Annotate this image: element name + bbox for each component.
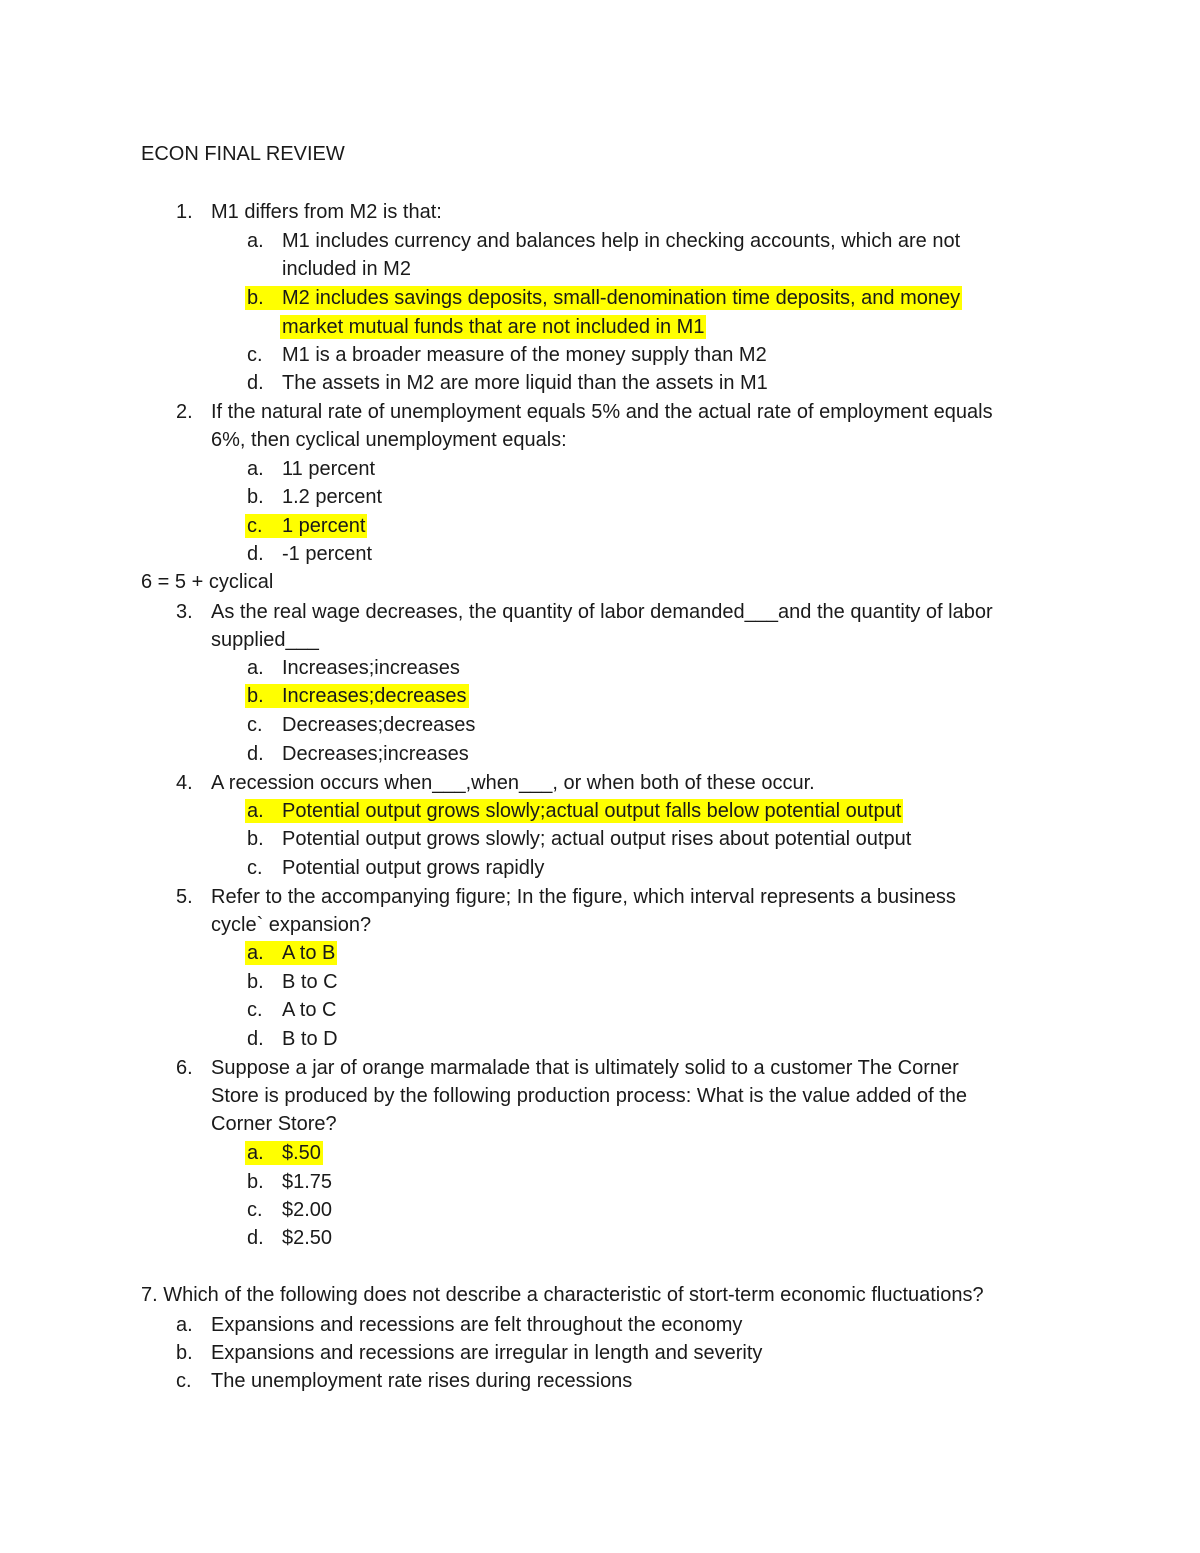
option-text: $1.75 <box>282 1171 333 1193</box>
option-text: $2.50 <box>282 1227 333 1249</box>
option-letter-highlighted: a. <box>245 799 282 823</box>
option-text: Potential output grows slowly; actual output rises about potential output <box>282 828 912 850</box>
option-text-highlighted: Increases;decreases <box>282 685 467 707</box>
option-letter: a. <box>176 1314 193 1336</box>
option-letter: d. <box>247 372 264 394</box>
handwritten-note: 6 = 5 + cyclical <box>141 571 274 593</box>
question-text: 7. Which of the following does not describe a characteristic of stort-term economic fluctuations? <box>141 1284 984 1306</box>
option-letter: d. <box>247 743 264 765</box>
option-text: The assets in M2 are more liquid than the assets in M1 <box>282 372 768 394</box>
option-letter-highlighted: b. <box>245 684 282 708</box>
option-text-highlighted: market mutual funds that are not included in M1 <box>282 316 705 338</box>
option-letter-highlighted: a. <box>245 1141 282 1165</box>
option-text: 11 percent <box>282 458 376 480</box>
option-text: -1 percent <box>282 543 373 565</box>
option-letter: c. <box>247 714 263 736</box>
question-text: As the real wage decreases, the quantity of labor demanded___and the quantity of labor <box>211 601 993 623</box>
option-letter-highlighted: c. <box>245 514 282 538</box>
option-text: Decreases;increases <box>282 743 469 765</box>
option-text: B to D <box>282 1028 338 1050</box>
option-letter: d. <box>247 1028 264 1050</box>
question-text: supplied___ <box>211 629 319 651</box>
option-text: M1 includes currency and balances help in checking accounts, which are not <box>282 230 961 252</box>
question-text: Corner Store? <box>211 1113 337 1135</box>
option-letter: b. <box>247 828 264 850</box>
option-text: Expansions and recessions are irregular in length and severity <box>211 1342 763 1364</box>
option-text-highlighted: M2 includes savings deposits, small-denomination time deposits, and money <box>282 287 961 309</box>
option-letter-highlighted: b. <box>245 286 282 310</box>
option-letter: d. <box>247 1227 264 1249</box>
option-text: B to C <box>282 971 338 993</box>
option-text: A to C <box>282 999 337 1021</box>
question-text: Store is produced by the following production process: What is the value added of the <box>211 1085 968 1107</box>
option-letter: c. <box>247 344 263 366</box>
question-text: M1 differs from M2 is that: <box>211 201 442 223</box>
question-number: 4. <box>176 772 193 794</box>
option-letter: a. <box>247 230 264 252</box>
question-text: A recession occurs when___,when___, or when both of these occur. <box>211 772 815 794</box>
option-text: Increases;increases <box>282 657 460 679</box>
option-text: included in M2 <box>282 258 411 280</box>
page-title: ECON FINAL REVIEW <box>141 143 345 165</box>
question-text: Refer to the accompanying figure; In the figure, which interval represents a business <box>211 886 956 908</box>
option-text: Potential output grows rapidly <box>282 857 545 879</box>
option-letter: c. <box>176 1370 192 1392</box>
option-letter: c. <box>247 1199 263 1221</box>
option-letter-highlighted: a. <box>245 941 282 965</box>
question-number: 2. <box>176 401 193 423</box>
option-text: $2.00 <box>282 1199 333 1221</box>
option-text-highlighted: $.50 <box>282 1142 321 1164</box>
option-text-highlighted: 1 percent <box>282 515 366 537</box>
question-number: 1. <box>176 201 193 223</box>
question-text: Suppose a jar of orange marmalade that is ultimately solid to a customer The Corner <box>211 1057 959 1079</box>
option-letter: b. <box>176 1342 193 1364</box>
option-text: The unemployment rate rises during recessions <box>211 1370 633 1392</box>
option-text: Expansions and recessions are felt throughout the economy <box>211 1314 743 1336</box>
option-letter: b. <box>247 1171 264 1193</box>
option-letter: b. <box>247 486 264 508</box>
option-text-highlighted: A to B <box>282 942 336 964</box>
question-text: If the natural rate of unemployment equals 5% and the actual rate of employment equals <box>211 401 993 423</box>
question-text: cycle` expansion? <box>211 914 372 936</box>
question-number: 5. <box>176 886 193 908</box>
option-text-highlighted: Potential output grows slowly;actual output falls below potential output <box>282 800 902 822</box>
question-text: 6%, then cyclical unemployment equals: <box>211 429 567 451</box>
option-letter: d. <box>247 543 264 565</box>
option-text: Decreases;decreases <box>282 714 476 736</box>
question-number: 6. <box>176 1057 193 1079</box>
option-text: M1 is a broader measure of the money supply than M2 <box>282 344 767 366</box>
option-text: 1.2 percent <box>282 486 383 508</box>
option-letter: c. <box>247 857 263 879</box>
option-letter: b. <box>247 971 264 993</box>
option-letter: c. <box>247 999 263 1021</box>
option-letter: a. <box>247 458 264 480</box>
question-number: 3. <box>176 601 193 623</box>
option-letter: a. <box>247 657 264 679</box>
